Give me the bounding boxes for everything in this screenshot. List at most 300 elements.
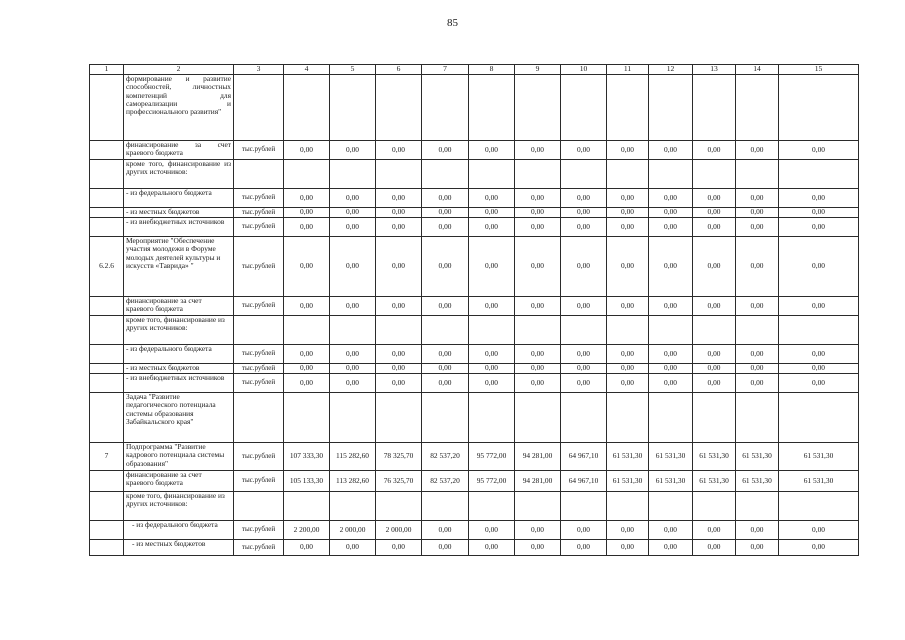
value-cell (779, 393, 859, 443)
value-cell: 0,00 (736, 297, 779, 316)
value-cell: 0,00 (693, 374, 736, 393)
value-cell (693, 492, 736, 521)
row-description-cell: формирование и развитие способностей, личностных компетенций для самореализации и профессионального развития" (124, 75, 234, 141)
unit-cell: тыс.рублей (234, 189, 284, 208)
column-number-10: 10 (561, 65, 607, 75)
value-cell: 0,00 (376, 345, 422, 364)
row-number-cell (90, 316, 124, 345)
value-cell: 0,00 (515, 374, 561, 393)
row-number-cell (90, 345, 124, 364)
value-cell: 0,00 (607, 237, 649, 297)
value-cell (561, 492, 607, 521)
unit-cell: тыс.рублей (234, 345, 284, 364)
value-cell: 0,00 (607, 208, 649, 218)
value-cell (693, 75, 736, 141)
value-cell: 0,00 (376, 218, 422, 237)
table-row (90, 189, 859, 208)
value-cell: 0,00 (736, 189, 779, 208)
value-cell: 0,00 (515, 218, 561, 237)
row-description-cell: Мероприятие "Обеспечение участия молодежи в Форуме молодых деятелей культуры и искусств «Таврида» " (124, 237, 234, 297)
value-cell: 0,00 (515, 364, 561, 374)
row-number-cell (90, 521, 124, 540)
value-cell: 0,00 (469, 374, 515, 393)
value-cell: 0,00 (469, 540, 515, 556)
value-cell (515, 492, 561, 521)
table-row (90, 316, 859, 345)
value-cell: 0,00 (736, 540, 779, 556)
value-cell (376, 316, 422, 345)
column-number-3: 3 (234, 65, 284, 75)
value-cell: 0,00 (376, 374, 422, 393)
value-cell: 0,00 (422, 189, 469, 208)
value-cell: 0,00 (736, 141, 779, 160)
value-cell: 2 000,00 (376, 521, 422, 540)
unit-cell (234, 316, 284, 345)
column-number-7: 7 (422, 65, 469, 75)
value-cell: 0,00 (649, 189, 693, 208)
value-cell: 61 531,30 (607, 471, 649, 492)
value-cell: 61 531,30 (736, 443, 779, 471)
value-cell (736, 316, 779, 345)
value-cell (515, 160, 561, 189)
value-cell: 0,00 (561, 345, 607, 364)
unit-cell (234, 160, 284, 189)
value-cell: 0,00 (515, 208, 561, 218)
row-description-cell: - из местных бюджетов (124, 364, 234, 374)
value-cell: 0,00 (284, 540, 330, 556)
row-description-cell: - из федерального бюджета (124, 521, 234, 540)
value-cell: 0,00 (736, 208, 779, 218)
value-cell: 0,00 (422, 237, 469, 297)
value-cell: 0,00 (376, 208, 422, 218)
value-cell: 0,00 (779, 345, 859, 364)
value-cell: 0,00 (330, 189, 376, 208)
value-cell (693, 393, 736, 443)
value-cell: 64 967,10 (561, 443, 607, 471)
row-number-cell (90, 189, 124, 208)
value-cell (376, 492, 422, 521)
column-number-2: 2 (124, 65, 234, 75)
row-number-cell (90, 297, 124, 316)
value-cell (607, 75, 649, 141)
value-cell: 61 531,30 (736, 471, 779, 492)
table-row (90, 393, 859, 443)
unit-cell: тыс.рублей (234, 471, 284, 492)
table-body (90, 65, 859, 556)
value-cell (284, 492, 330, 521)
value-cell: 0,00 (649, 297, 693, 316)
value-cell: 0,00 (736, 374, 779, 393)
value-cell (607, 492, 649, 521)
value-cell: 0,00 (330, 345, 376, 364)
table-row (90, 75, 859, 141)
value-cell (736, 160, 779, 189)
value-cell: 95 772,00 (469, 443, 515, 471)
value-cell (469, 492, 515, 521)
column-number-14: 14 (736, 65, 779, 75)
value-cell: 0,00 (736, 364, 779, 374)
row-description-cell: кроме того, финансирование из других источников: (124, 160, 234, 189)
value-cell: 0,00 (284, 141, 330, 160)
value-cell: 0,00 (330, 297, 376, 316)
value-cell: 61 531,30 (779, 443, 859, 471)
value-cell: 0,00 (693, 540, 736, 556)
unit-cell: тыс.рублей (234, 208, 284, 218)
value-cell: 0,00 (561, 374, 607, 393)
column-number-8: 8 (469, 65, 515, 75)
value-cell (736, 492, 779, 521)
value-cell (469, 75, 515, 141)
table-row (90, 364, 859, 374)
value-cell: 61 531,30 (607, 443, 649, 471)
value-cell (284, 75, 330, 141)
value-cell (607, 316, 649, 345)
value-cell (515, 316, 561, 345)
value-cell (779, 492, 859, 521)
value-cell (330, 492, 376, 521)
value-cell (330, 393, 376, 443)
value-cell: 0,00 (284, 364, 330, 374)
value-cell: 0,00 (469, 521, 515, 540)
value-cell: 0,00 (330, 364, 376, 374)
row-description-cell: кроме того, финансирование из других источников: (124, 316, 234, 345)
value-cell: 0,00 (469, 297, 515, 316)
table-row (90, 374, 859, 393)
unit-cell: тыс.рублей (234, 237, 284, 297)
value-cell: 0,00 (330, 540, 376, 556)
value-cell: 0,00 (736, 237, 779, 297)
value-cell: 0,00 (422, 218, 469, 237)
row-number-cell (90, 208, 124, 218)
value-cell: 0,00 (649, 141, 693, 160)
value-cell (376, 75, 422, 141)
column-number-13: 13 (693, 65, 736, 75)
value-cell: 0,00 (330, 141, 376, 160)
row-number-cell (90, 75, 124, 141)
unit-cell: тыс.рублей (234, 141, 284, 160)
table-row (90, 492, 859, 521)
value-cell: 0,00 (693, 218, 736, 237)
value-cell: 0,00 (330, 218, 376, 237)
row-description-cell: кроме того, финансирование из других источников: (124, 492, 234, 521)
value-cell: 0,00 (515, 237, 561, 297)
value-cell: 0,00 (469, 218, 515, 237)
value-cell: 0,00 (649, 364, 693, 374)
value-cell: 0,00 (469, 189, 515, 208)
value-cell: 0,00 (607, 297, 649, 316)
value-cell: 0,00 (284, 208, 330, 218)
unit-cell: тыс.рублей (234, 540, 284, 556)
value-cell: 64 967,10 (561, 471, 607, 492)
value-cell: 0,00 (607, 374, 649, 393)
value-cell: 0,00 (422, 141, 469, 160)
value-cell: 0,00 (779, 237, 859, 297)
value-cell (649, 393, 693, 443)
row-number-cell: 6.2.6 (90, 237, 124, 297)
value-cell: 0,00 (561, 364, 607, 374)
value-cell (515, 75, 561, 141)
value-cell (561, 75, 607, 141)
value-cell: 0,00 (376, 364, 422, 374)
value-cell: 0,00 (469, 208, 515, 218)
value-cell: 0,00 (561, 218, 607, 237)
value-cell: 0,00 (422, 345, 469, 364)
value-cell (330, 160, 376, 189)
value-cell: 0,00 (649, 374, 693, 393)
value-cell: 105 133,30 (284, 471, 330, 492)
value-cell: 0,00 (376, 297, 422, 316)
table-row (90, 443, 859, 471)
value-cell (649, 75, 693, 141)
unit-cell (234, 492, 284, 521)
value-cell (469, 393, 515, 443)
value-cell: 82 537,20 (422, 443, 469, 471)
value-cell (736, 75, 779, 141)
value-cell (649, 316, 693, 345)
value-cell: 0,00 (561, 521, 607, 540)
value-cell: 94 281,00 (515, 471, 561, 492)
value-cell: 0,00 (422, 364, 469, 374)
value-cell (649, 160, 693, 189)
value-cell (422, 316, 469, 345)
value-cell: 0,00 (422, 374, 469, 393)
value-cell: 0,00 (422, 208, 469, 218)
value-cell: 0,00 (561, 141, 607, 160)
value-cell: 0,00 (649, 345, 693, 364)
unit-cell: тыс.рублей (234, 521, 284, 540)
value-cell: 78 325,70 (376, 443, 422, 471)
value-cell: 0,00 (469, 237, 515, 297)
value-cell: 0,00 (779, 218, 859, 237)
value-cell: 0,00 (469, 345, 515, 364)
row-number-cell (90, 471, 124, 492)
value-cell: 0,00 (607, 540, 649, 556)
unit-cell (234, 75, 284, 141)
row-number-cell: 7 (90, 443, 124, 471)
unit-cell: тыс.рублей (234, 374, 284, 393)
value-cell: 76 325,70 (376, 471, 422, 492)
table-row (90, 521, 859, 540)
value-cell: 0,00 (376, 237, 422, 297)
column-number-row (90, 65, 859, 75)
row-description-cell: - из федерального бюджета (124, 345, 234, 364)
value-cell: 0,00 (561, 297, 607, 316)
value-cell: 0,00 (607, 189, 649, 208)
value-cell (693, 160, 736, 189)
value-cell: 0,00 (422, 521, 469, 540)
unit-cell: тыс.рублей (234, 364, 284, 374)
value-cell: 0,00 (693, 208, 736, 218)
value-cell: 0,00 (693, 297, 736, 316)
value-cell: 0,00 (515, 297, 561, 316)
value-cell: 61 531,30 (693, 471, 736, 492)
budget-table (89, 64, 859, 556)
value-cell: 0,00 (649, 521, 693, 540)
column-number-9: 9 (515, 65, 561, 75)
value-cell: 0,00 (779, 364, 859, 374)
column-number-12: 12 (649, 65, 693, 75)
unit-cell: тыс.рублей (234, 443, 284, 471)
value-cell: 0,00 (607, 141, 649, 160)
value-cell: 0,00 (649, 218, 693, 237)
value-cell: 61 531,30 (649, 443, 693, 471)
value-cell: 0,00 (693, 521, 736, 540)
value-cell: 0,00 (561, 208, 607, 218)
value-cell: 82 537,20 (422, 471, 469, 492)
value-cell: 0,00 (693, 345, 736, 364)
value-cell (376, 160, 422, 189)
value-cell (693, 316, 736, 345)
table-row (90, 540, 859, 556)
row-description-cell: Подпрограмма "Развитие кадрового потенциала системы образования" (124, 443, 234, 471)
value-cell: 0,00 (284, 189, 330, 208)
value-cell (561, 160, 607, 189)
value-cell (284, 160, 330, 189)
value-cell: 0,00 (649, 237, 693, 297)
value-cell: 0,00 (284, 218, 330, 237)
row-number-cell (90, 218, 124, 237)
value-cell (779, 316, 859, 345)
value-cell: 0,00 (515, 540, 561, 556)
value-cell (649, 492, 693, 521)
row-description-cell: Задача "Развитие педагогического потенциала системы образования Забайкальского края" (124, 393, 234, 443)
value-cell: 0,00 (607, 345, 649, 364)
value-cell: 0,00 (779, 374, 859, 393)
value-cell: 0,00 (779, 141, 859, 160)
value-cell (469, 160, 515, 189)
value-cell (779, 160, 859, 189)
value-cell: 107 333,30 (284, 443, 330, 471)
value-cell: 0,00 (284, 237, 330, 297)
value-cell: 0,00 (515, 521, 561, 540)
value-cell: 2 000,00 (330, 521, 376, 540)
unit-cell (234, 393, 284, 443)
value-cell (422, 393, 469, 443)
value-cell: 0,00 (469, 141, 515, 160)
table-row (90, 471, 859, 492)
value-cell (607, 393, 649, 443)
value-cell: 0,00 (561, 540, 607, 556)
value-cell: 0,00 (779, 540, 859, 556)
row-description-cell: - из внебюджетных источников (124, 218, 234, 237)
value-cell: 94 281,00 (515, 443, 561, 471)
value-cell: 0,00 (693, 364, 736, 374)
value-cell: 0,00 (376, 141, 422, 160)
value-cell: 0,00 (422, 297, 469, 316)
row-description-cell: - из местных бюджетов (124, 540, 234, 556)
value-cell (376, 393, 422, 443)
table-row (90, 141, 859, 160)
value-cell (515, 393, 561, 443)
row-description-cell: финансирование за счет краевого бюджета (124, 297, 234, 316)
value-cell: 0,00 (376, 540, 422, 556)
column-number-11: 11 (607, 65, 649, 75)
value-cell: 0,00 (779, 297, 859, 316)
value-cell: 0,00 (284, 345, 330, 364)
value-cell: 61 531,30 (649, 471, 693, 492)
row-number-cell (90, 160, 124, 189)
value-cell (469, 316, 515, 345)
value-cell: 113 282,60 (330, 471, 376, 492)
value-cell (561, 393, 607, 443)
value-cell: 0,00 (693, 237, 736, 297)
value-cell: 0,00 (284, 297, 330, 316)
value-cell (607, 160, 649, 189)
row-number-cell (90, 492, 124, 521)
value-cell (422, 492, 469, 521)
value-cell: 115 282,60 (330, 443, 376, 471)
table-row (90, 218, 859, 237)
row-description-cell: финансирование за счет краевого бюджета (124, 471, 234, 492)
row-number-cell (90, 141, 124, 160)
value-cell: 0,00 (736, 521, 779, 540)
page-number: 85 (447, 17, 458, 29)
value-cell: 0,00 (607, 364, 649, 374)
value-cell (736, 393, 779, 443)
value-cell: 0,00 (779, 208, 859, 218)
value-cell: 0,00 (693, 189, 736, 208)
value-cell (422, 160, 469, 189)
value-cell: 0,00 (469, 364, 515, 374)
row-description-cell: - из федерального бюджета (124, 189, 234, 208)
row-description-cell: - из местных бюджетов (124, 208, 234, 218)
unit-cell: тыс.рублей (234, 218, 284, 237)
value-cell: 0,00 (779, 521, 859, 540)
value-cell: 0,00 (649, 540, 693, 556)
column-number-5: 5 (330, 65, 376, 75)
column-number-1: 1 (90, 65, 124, 75)
row-description-cell: - из внебюджетных источников (124, 374, 234, 393)
column-number-6: 6 (376, 65, 422, 75)
value-cell (561, 316, 607, 345)
value-cell: 0,00 (515, 141, 561, 160)
value-cell: 61 531,30 (779, 471, 859, 492)
value-cell: 95 772,00 (469, 471, 515, 492)
value-cell: 0,00 (561, 237, 607, 297)
value-cell: 0,00 (376, 189, 422, 208)
value-cell: 0,00 (561, 189, 607, 208)
table-row (90, 208, 859, 218)
row-number-cell (90, 374, 124, 393)
value-cell: 0,00 (284, 374, 330, 393)
value-cell: 0,00 (330, 208, 376, 218)
value-cell: 0,00 (607, 521, 649, 540)
value-cell: 0,00 (515, 345, 561, 364)
value-cell: 0,00 (649, 208, 693, 218)
value-cell: 0,00 (736, 218, 779, 237)
value-cell (422, 75, 469, 141)
value-cell (284, 393, 330, 443)
value-cell (330, 316, 376, 345)
value-cell: 0,00 (736, 345, 779, 364)
table-row (90, 237, 859, 297)
table-row (90, 160, 859, 189)
column-number-4: 4 (284, 65, 330, 75)
value-cell: 0,00 (607, 218, 649, 237)
value-cell (779, 75, 859, 141)
value-cell: 61 531,30 (693, 443, 736, 471)
row-description-cell: финансирование за счет краевого бюджета (124, 141, 234, 160)
value-cell (330, 75, 376, 141)
row-number-cell (90, 364, 124, 374)
row-number-cell (90, 393, 124, 443)
column-number-15: 15 (779, 65, 859, 75)
unit-cell: тыс.рублей (234, 297, 284, 316)
value-cell: 0,00 (422, 540, 469, 556)
row-number-cell (90, 540, 124, 556)
value-cell: 0,00 (330, 237, 376, 297)
value-cell (284, 316, 330, 345)
